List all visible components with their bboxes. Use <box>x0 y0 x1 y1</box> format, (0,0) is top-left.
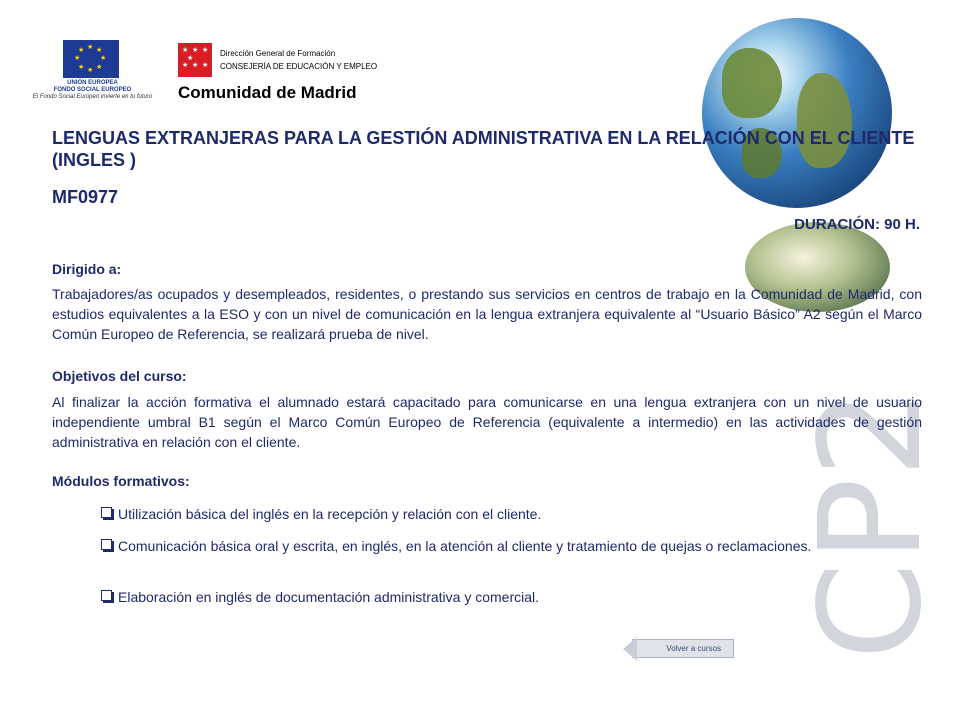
dirigido-heading: Dirigido a: <box>52 261 122 277</box>
dirigido-text: Trabajadores/as ocupados y desempleados, residentes, o prestando sus servicios en centros de trabajo en la Comunidad de Madrid, con estudios equivalentes a la ESO y con un nivel de comunicación en la lengua extranjera equivalente al “Usuario Básico” A2 según el Marco Común Europeo de Referencia, se realizará prueba de nivel. <box>52 286 922 342</box>
modulos-heading: Módulos formativos: <box>52 473 190 489</box>
course-code: MF0977 <box>52 187 119 207</box>
eu-flag-logo: ★ ★ ★ ★ ★ ★ ★ ★ <box>63 40 119 78</box>
back-arrow-icon <box>623 637 637 661</box>
comunidad-madrid-logo <box>178 43 398 103</box>
module-item: Elaboración en inglés de documentación administrativa y comercial. <box>101 587 922 607</box>
checkbox-bullet-icon <box>101 590 112 601</box>
checkbox-bullet-icon <box>101 539 112 550</box>
module-item: Comunicación básica oral y escrita, en inglés, en la atención al cliente y tratamiento de quejas o reclamaciones. <box>101 536 922 556</box>
madrid-flag-icon: ★ ★ ★ ★ ★ ★ ★ <box>178 43 212 77</box>
checkbox-bullet-icon <box>101 507 112 518</box>
logo-bar <box>30 38 410 108</box>
course-title: LENGUAS EXTRANJERAS PARA LA GESTIÓN ADMINISTRATIVA EN LA RELACIÓN CON EL CLIENTE (INGLES ) <box>52 128 915 170</box>
madrid-logo-line1: Dirección General de Formación <box>220 49 336 58</box>
eu-logo-text: UNIÓN EUROPEA FONDO SOCIAL EUROPEO El Fondo Social Europeo invierte en tu futuro <box>32 80 153 100</box>
module-item: Utilización básica del inglés en la recepción y relación con el cliente. <box>101 504 922 524</box>
back-to-courses-button[interactable] <box>632 639 734 658</box>
objetivos-heading: Objetivos del curso: <box>52 368 187 384</box>
back-button-label: Volver a cursos <box>666 644 721 653</box>
globe-image <box>702 18 892 208</box>
course-duration: DURACIÓN: 90 H. <box>794 216 920 233</box>
objetivos-text: Al finalizar la acción formativa el alumnado estará capacitado para comunicarse en una lengua extranjera con un nivel de usuario independiente umbral B1 según el Marco Común Europeo de Referencia (equivalente a intermedio) en las actividades de gestión administrativa en relación con el cliente. <box>52 394 922 450</box>
cp2-watermark: CP2 <box>790 388 953 660</box>
madrid-logo-line2: CONSEJERÍA DE EDUCACIÓN Y EMPLEO <box>220 62 378 71</box>
madrid-logo-title: Comunidad de Madrid <box>178 83 357 102</box>
